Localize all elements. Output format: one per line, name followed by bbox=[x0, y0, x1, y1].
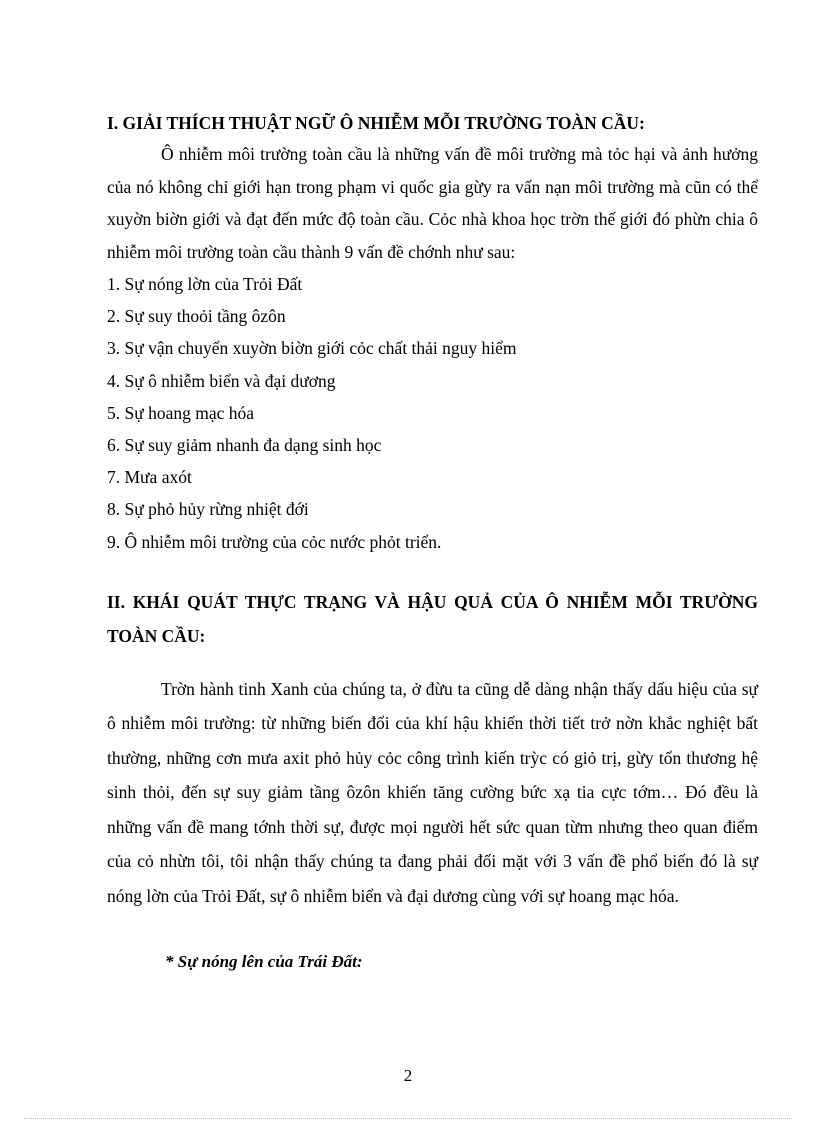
list-item: 4. Sự ô nhiễm biển và đại dương bbox=[107, 370, 336, 391]
list-item: 8. Sự phỏ hủy rừng nhiệt đới bbox=[107, 499, 309, 520]
document-body bbox=[107, 108, 758, 973]
section-2-heading: II. KHÁI QUÁT THỰC TRẠNG VÀ HẬU QUẢ CỦA Ô NHIỄM MỖI TRƯỜNG TOÀN CẦU: bbox=[107, 591, 758, 646]
list-item: 6. Sự suy giảm nhanh đa dạng sinh học bbox=[107, 435, 382, 456]
spacer bbox=[107, 558, 758, 585]
spacer bbox=[107, 913, 758, 951]
page-bottom-divider bbox=[24, 1118, 792, 1119]
section-1-paragraph: Ô nhiễm môi trường toàn cầu là những vấn đề môi trường mà tỏc hại và ảnh hưởng của nó không chỉ giới hạn trong phạm vi quốc gia gừy ra vấn nạn môi trường mà cũn có thể xuyờn biờn giới và đạt đến mức độ toàn cầu. Cỏc nhà khoa học trờn thế giới đó phừn chia ô nhiễm môi trường toàn cầu thành 9 vấn đề chớnh như sau: bbox=[107, 144, 758, 262]
section-1-heading: I. GIẢI THÍCH THUẬT NGỮ Ô NHIỄM MỖI TRƯỜNG TOÀN CẦU: bbox=[107, 113, 645, 133]
list-item: 7. Mưa axót bbox=[107, 467, 192, 488]
spacer bbox=[107, 653, 758, 672]
list-item: 1. Sự nóng lờn của Trỏi Đất bbox=[107, 274, 303, 294]
list-item: 5. Sự hoang mạc hóa bbox=[107, 402, 255, 423]
list-item: 9. Ô nhiễm môi trường của cỏc nước phỏt triển. bbox=[107, 531, 442, 552]
problem-list bbox=[107, 268, 758, 558]
list-item: 3. Sự vận chuyển xuyờn biờn giới cỏc chất thải nguy hiểm bbox=[107, 338, 517, 359]
page-number: 2 bbox=[403, 1066, 413, 1085]
section-2-paragraph: Trờn hành tinh Xanh của chúng ta, ở đừu ta cũng dễ dàng nhận thấy dấu hiệu của sự ô nhiễm môi trường: từ những biến đổi của khí hậu khiến thời tiết trở nờn khắc nghiệt bất thường, những cơn mưa axit phỏ hủy cỏc công trình kiến trỳc có giỏ trị, gừy tổn thương hệ sinh thỏi, đến sự suy giảm tầng ôzôn khiến tăng cường bức xạ tia cực tớm… Đó đều là những vấn đề mang tớnh thời sự, được mọi người hết sức quan từm nhưng theo quan điểm của cỏ nhừn tôi, tôi nhận thấy chúng ta đang phải đối mặt với 3 vấn đề phổ biến đó là sự nóng lờn của Trỏi Đất, sự ô nhiễm biển và đại dương cùng với sự hoang mạc hóa. bbox=[107, 678, 758, 906]
subsection-heading: * Sự nóng lên của Trái Đất: bbox=[165, 952, 363, 972]
list-item: 2. Sự suy thoỏi tầng ôzôn bbox=[107, 306, 286, 327]
